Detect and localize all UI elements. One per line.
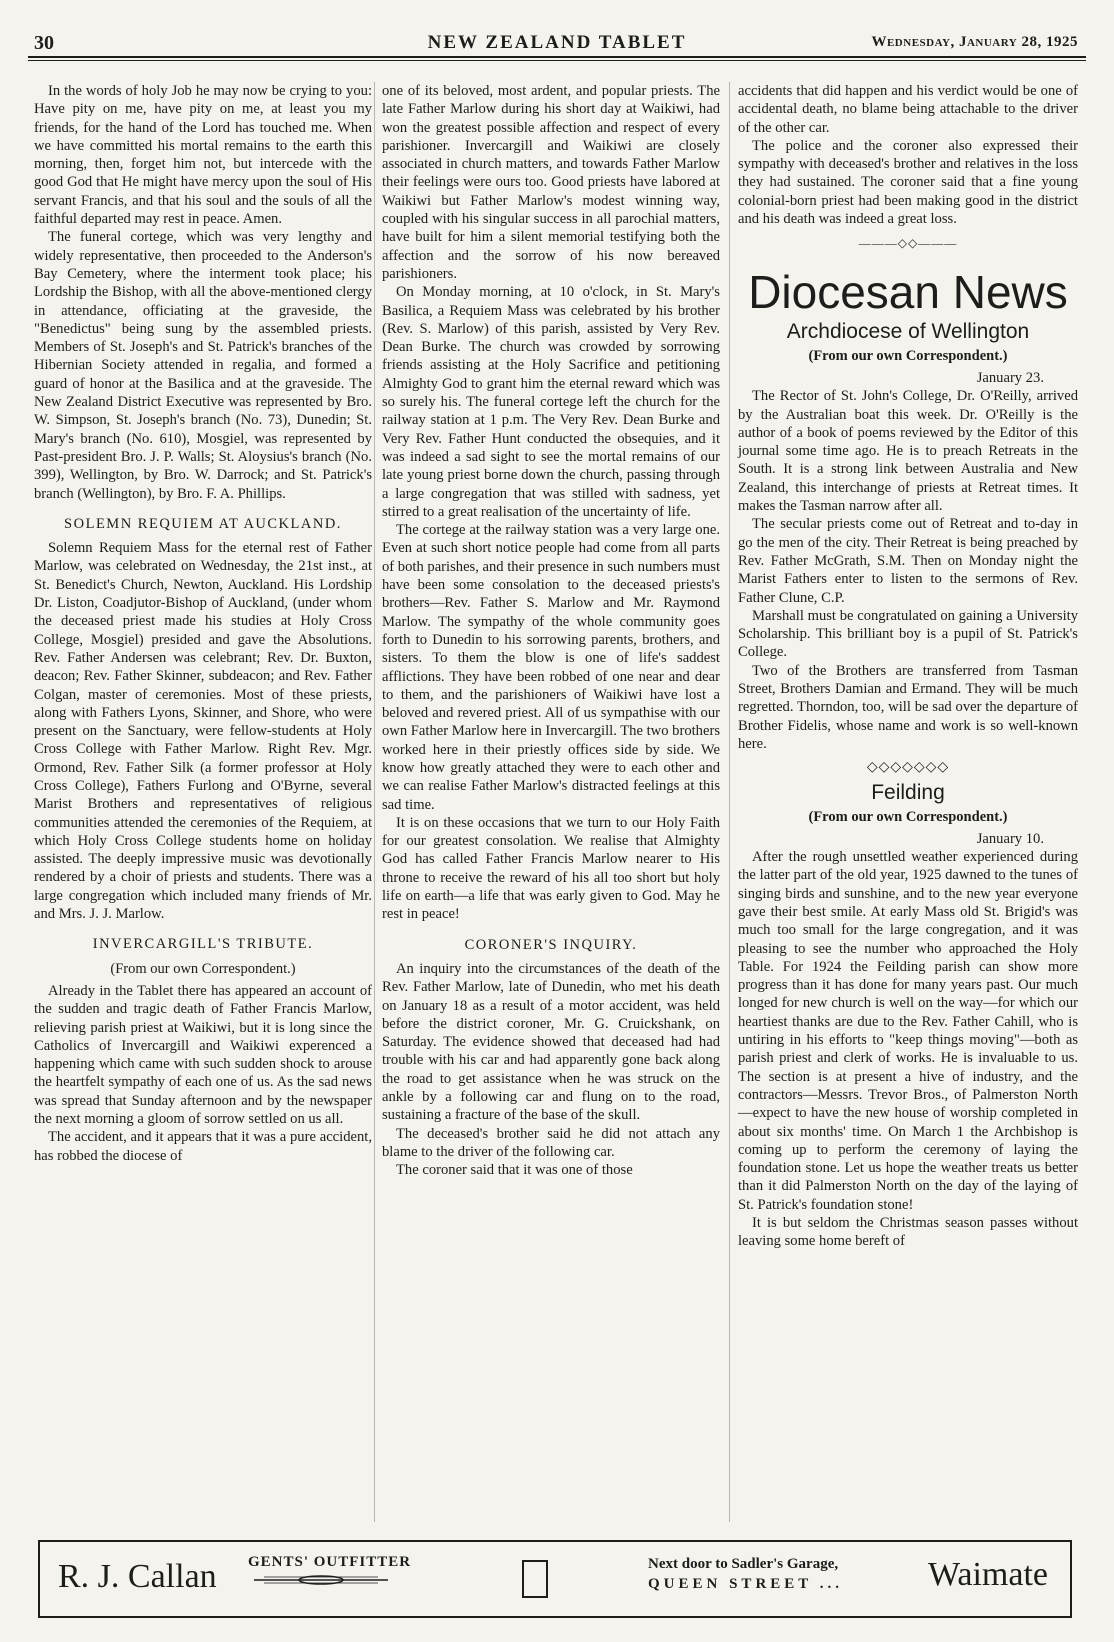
paragraph: one of its beloved, most ardent, and popular priests. The late Father Marlow during his short day at Waikiwi, had won the greatest possible affection and respect of every parishioner. Invercargill and Waikiwi are closely associated in church matters, and towards Father Marlow their feelings were ours too. Good priests have labored at Waikiwi but Father Marlow's modest winning way, coupled with his singular success in all parochial matters, have built for him a silent memorial testifying both the affection and the sorrow of his now bereaved parishioners. (382, 83, 720, 282)
column-3 (738, 82, 1078, 1251)
column-1 (34, 82, 372, 1165)
paragraph: An inquiry into the circumstances of the death of the Rev. Father Marlow, late of Dunedin, who met his death on January 18 as a result of a motor accident, was held before the district coroner, Mr. G. Cruickshank, on Saturday. The evidence showed that deceased had had trouble with his car and had apparently gone back along the road to get assistance when he was struck on the ankle by a following car and flung on to the road, sustaining a fracture of the base of the skull. (382, 960, 720, 1124)
paragraph: The cortege at the railway station was a very large one. Even at such short notice people had come from all parts of both parishes, and their presence in such numbers must have been some consolation to the deceased priests's brothers—Rev. Father S. Marlow and Mr. Raymond Marlow. The sympathy of the whole community goes forth to Dunedin to his sorrowing parents, brothers, and sisters. To them the blow is one of life's saddest afflictions. They have been robbed of one near and dear to them, and the parishioners of Waikiwi have lost a beloved and revered priest. All of us sympathise with our own Father Marlow here in Invercargill. The two brothers worked here in their priestly offices side by side. We know how greatly attached they were to each other and we can realise Father Marlow's distracted feelings at this sad time. (382, 522, 721, 813)
advertiser-trade: GENTS' OUTFITTER (248, 1554, 412, 1570)
ornament-rule-icon (254, 1574, 388, 1586)
page-header (28, 26, 1086, 56)
diamond-row-separator-icon: ◇◇◇◇◇◇◇ (866, 760, 950, 776)
blank-box-icon (522, 1560, 548, 1598)
paragraph: The deceased's brother said he did not attach any blame to the driver of the following car. (382, 1125, 720, 1160)
section-heading-auckland: SOLEMN REQUIEM AT AUCKLAND. (64, 515, 342, 532)
dateline: January 23. (976, 369, 1044, 386)
paragraph: Already in the Tablet there has appeared an account of the sudden and tragic death of Father Francis Marlow, relieving parish priest at Waikiwi, but it is long since the Catholics of Invercargill and Waikiwi experenced a happening which came with such sudden shock to arouse the heartfelt sympathy of each one of us. As the sad news was spread that Sunday afternoon and by the newspaper the next morning a gloom of sorrow settled on us all. (34, 982, 372, 1128)
advertiser-address-line1: Next door to Sadler's Garage, (648, 1556, 839, 1572)
column-divider (374, 82, 375, 1522)
paragraph: The police and the coroner also expressed their sympathy with deceased's brother and relatives in the loss they had sustained. The coroner said that a fine young colonial-born priest had been making good in the district and his death was indeed a great loss. (738, 137, 1078, 228)
paragraph: The accident, and it appears that it was a pure accident, has robbed the diocese of (34, 1129, 372, 1164)
masthead: NEW ZEALAND TABLET (427, 32, 687, 53)
correspondent-note: (From our own Correspondent.) (808, 347, 1008, 364)
paragraph: It is but seldom the Christmas season passes without leaving some home bereft of (738, 1215, 1078, 1250)
column-divider (729, 82, 730, 1522)
dateline: January 10. (976, 830, 1044, 847)
paragraph: Solemn Requiem Mass for the eternal rest of Father Marlow, was celebrated on Wednesday, the 21st inst., at St. Benedict's Church, Newton, Auckland. His Lordship Dr. Liston, Coadjutor-Bishop of Auckland, (under whom the deceased priest made his studies at Holy Cross College, Mosgiel) presided and gave the Absolutions. Rev. Father Andersen was celebrant; Rev. Dr. Buxton, deacon; Rev. Father Skinner, subdeacon; and Rev. Father Colgan, master of ceremonies. Most of these priests, along with Fathers Lyons, Skinner, and Shore, who were present on the Sanctuary, were fellow-students at Holy Cross College with Father Marlow. Right Rev. Mgr. Ormond, Rev. Father Silk (a former professor at Holy Cross College), Fathers Furlong and O'Byrne, several Marist Brothers and representatives of religious communities attended the ceremonies of the Requiem, at which Holy Cross College students home on holiday assisted. The deeply impressive music was devotionally rendered by a choir of priests and students. There was a large congregation which included many friends of Mr. and Mrs. J. J. Marlow. (34, 540, 372, 923)
header-rule-thin (28, 60, 1086, 61)
paragraph: The Rector of St. John's College, Dr. O'Reilly, arrived by the Australian boat this week. Dr. O'Reilly is the author of a book of poems reviewed by the Editor of this journal some time ago. He is to preach Retreats in the South. It is a strong link between Australia and New Zealand, this interchange of priests at Retreat times. It makes the Tasman narrow after all. (738, 388, 1078, 515)
feilding-heading: Feilding (871, 780, 945, 804)
paragraph: On Monday morning, at 10 o'clock, in St. Mary's Basilica, a Requiem Mass was celebrated by his brother (Rev. S. Marlow) of this parish, assisted by Very Rev. Dean Burke. The church was crowded by sorrowing friends assisting at the Holy Sacrifice and petitioning Almighty God to grant him the eternal reward which was so surely his. The funeral cortege left the church for the railway station at 1 p.m. The Very Rev. Dean Burke and Very Rev. Father Hunt conducted the obsequies, and it was indeed a sad sight to see the mortal remains of our late young priest borne down the church, passing through a large congregation that was stilled with sadness, yet stirred to a great realisation of the uncertainty of life. (382, 284, 720, 520)
paragraph: After the rough unsettled weather experienced during the latter part of the old year, 1925 dawned to the tunes of singing birds and sunshine, and to the new year everyone gave their best smile. At early Mass old St. Brigid's was much too small for the large congregation, and it was pleasing to see the number who approached the Holy Table. For 1924 the Feilding parish can show more progress than it has done for many years past. Our much longed for new church is well on the way—for which our heartiest thanks are due to the Rev. Father Cahill, who is untiring in his efforts to "keep things moving"—both as parish priest and clerk of works. He is invaluable to us. The section is at present a hive of industry, and the contractors—Messrs. Trevor Bros., of Palmerston North—expect to have the new house of worship completed in about six months' time. On March 1 the Archbishop is coming up to perform the ceremony of laying the foundation stone. Let us hope the weather treats us better than it did Palmerston North on the day of the laying of St. Patrick's foundation stone! (738, 849, 1078, 1213)
paragraph: Marshall must be congratulated on gaining a University Scholarship. This brilliant boy is a pupil of St. Patrick's College. (738, 607, 1078, 661)
column-2 (382, 82, 720, 1180)
advertiser-name: R. J. Callan (58, 1558, 217, 1595)
paragraph: In the words of holy Job he may now be crying to you: Have pity on me, have pity on me, at least you my friends, for the hand of the Lord has touched me. When we have committed his mortal remains to the earth this morning, then, forget him not, but intercede with the good God that He might have mercy upon the soul of His servant Francis, and that his soul and the souls of all the faithful departed may rest in peace. Amen. (34, 83, 372, 228)
archdiocese-heading: Archdiocese of Wellington (786, 319, 1030, 343)
page-number: 30 (34, 32, 54, 54)
header-rule (28, 56, 1086, 58)
paragraph: Two of the Brothers are transferred from Tasman Street, Brothers Damian and Ermand. They will be much regretted. Thorndon, too, will be sad over the departure of Brother Fidelis, whose name and work is so well-known here. (738, 662, 1078, 752)
diocesan-news-title: Diocesan News (748, 265, 1068, 318)
issue-date: Wednesday, January 28, 1925 (871, 34, 1078, 50)
paragraph: The funeral cortege, which was very lengthy and widely representative, then proceeded to the Anderson's Bay Cemetery, where the interment took place; his Lordship the Bishop, with all the above-mentioned clergy in attendance, officiating at the graveside, the "Benedictus" being sung by the assembled priests. Members of St. Joseph's and St. Patrick's branches of the Hibernian Society attended in regalia, and formed a guard of honor at the Basilica and at the graveside. The New Zealand District Executive was represented by Bro. W. Simpson, St. Joseph's branch (No. 73), Dunedin; St. Mary's branch (No. 610), Mosgiel, was represented by Past-president Bro. J. P. Walls; St. Aloysius's branch (No. 399), Wellington, by Bro. W. Darrock; and St. Patrick's branch (Wellington), by Bro. F. A. Phillips. (34, 229, 372, 502)
paragraph: accidents that did happen and his verdict would be one of accidental death, no blame being attachable to the driver of the other car. (738, 83, 1078, 136)
correspondent-note: (From our own Correspondent.) (808, 808, 1008, 825)
paragraph: The coroner said that it was one of those (396, 1162, 633, 1179)
correspondent-note: (From our own Correspondent.) (110, 960, 296, 977)
advertiser-town: Waimate (928, 1556, 1048, 1593)
paragraph: It is on these occasions that we turn to our Holy Faith for our greatest consolation. We realise that Almighty God has called Father Francis Marlow nearer to His throne to receive the reward of his all too short but holy life on earth—a life that was early given to God. May he rest in peace! (382, 814, 720, 923)
paragraph: The secular priests come out of Retreat and to-day in go the men of the city. Their Retreat is being preached by Rev. Father McGrath, S.M. Then on Monday night the Marist Fathers enter to listen to the sermons of Rev. Father Clune, C.P. (738, 516, 1078, 606)
advertiser-address-line2: QUEEN STREET ... (648, 1576, 844, 1592)
advertisement-box (38, 1540, 1072, 1618)
section-heading-invercargill: INVERCARGILL'S TRIBUTE. (92, 936, 314, 953)
section-heading-coroner: CORONER'S INQUIRY. (464, 936, 638, 953)
diamond-separator-icon: ———◇◇——— (858, 236, 958, 251)
